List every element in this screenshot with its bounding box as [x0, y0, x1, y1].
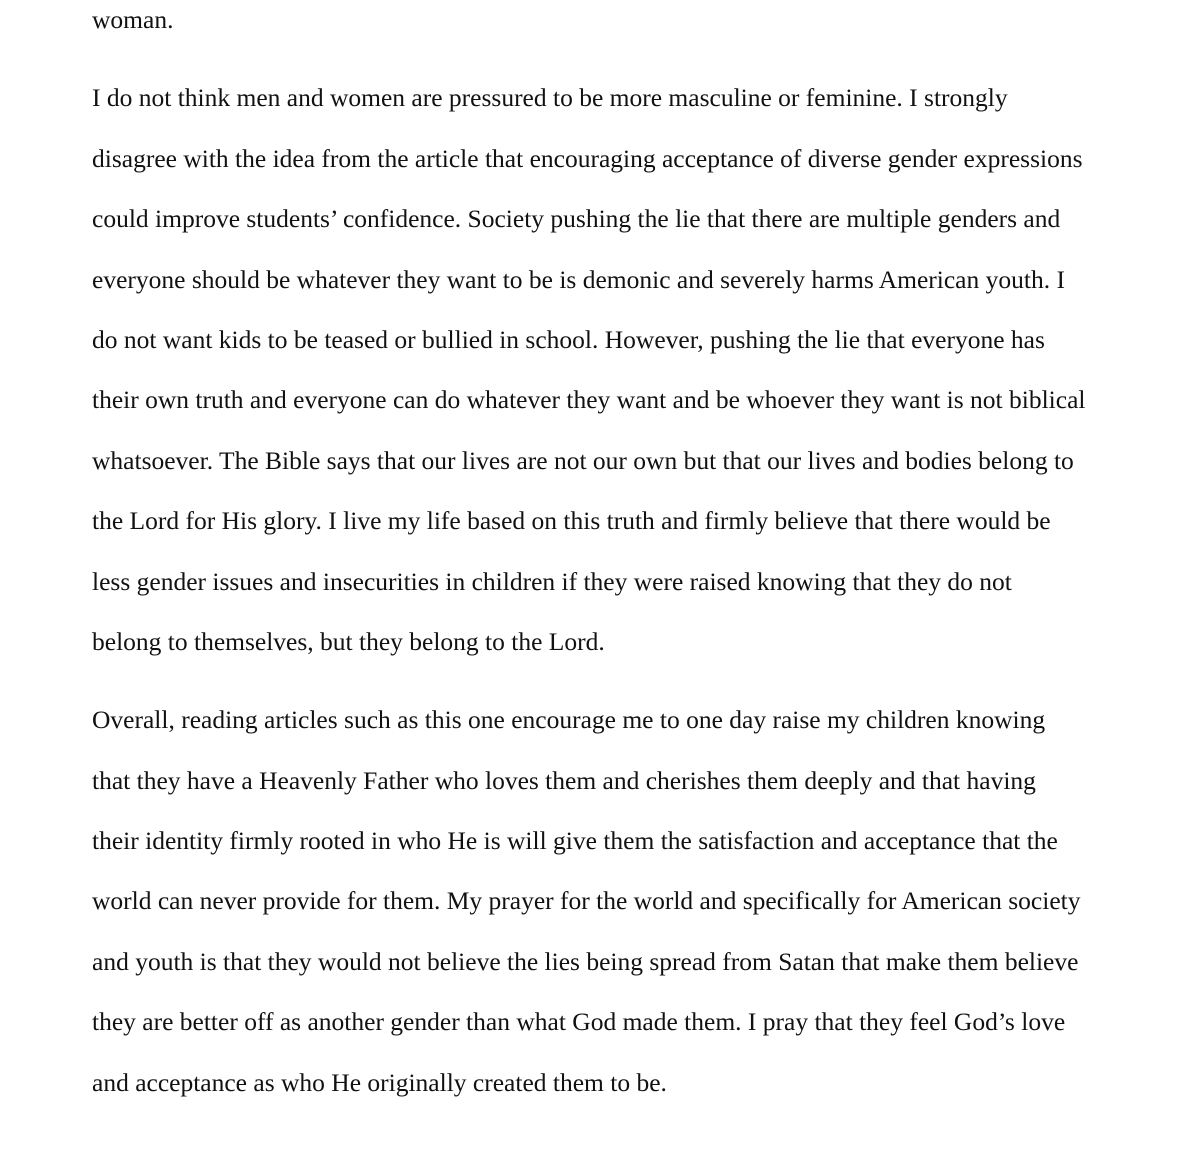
text-line: their identity firmly rooted in who He is will give them the satisfaction and acceptance that the — [92, 826, 1058, 856]
text-line: world can never provide for them. My prayer for the world and specifically for American society — [92, 886, 1081, 916]
text-line: that they have a Heavenly Father who loves them and cherishes them deeply and that having — [92, 765, 1036, 795]
text-line: their own truth and everyone can do whatever they want and be whoever they want is not biblical — [92, 385, 1086, 415]
text-line: could improve students’ confidence. Society pushing the lie that there are multiple genders and — [92, 204, 1061, 234]
paragraph-3 — [92, 690, 1132, 1113]
text-line: and youth is that they would not believe the lies being spread from Satan that make them believe — [92, 946, 1079, 976]
paragraph-spacing — [92, 672, 1132, 690]
text-line: I do not think men and women are pressured to be more masculine or feminine. I strongly — [92, 83, 1008, 113]
text-line: and acceptance as who He originally created them to be. — [92, 1067, 667, 1097]
text-line: woman. — [92, 5, 174, 34]
text-line: do not want kids to be teased or bullied in school. However, pushing the lie that everyone has — [92, 324, 1045, 354]
text-line: everyone should be whatever they want to be is demonic and severely harms American youth. I — [92, 264, 1065, 294]
text-line: they are better off as another gender than what God made them. I pray that they feel God’s love — [92, 1007, 1066, 1037]
text-line: disagree with the idea from the article that encouraging acceptance of diverse gender expressions — [92, 143, 1083, 173]
text-line: belong to themselves, but they belong to the Lord. — [92, 626, 605, 656]
paragraph-2 — [92, 68, 1132, 672]
document-body — [92, 0, 1132, 1113]
text-line: less gender issues and insecurities in children if they were raised knowing that they do not — [92, 566, 1012, 596]
paragraph-spacing — [92, 50, 1132, 68]
paragraph-1 — [92, 0, 1132, 50]
text-line: Overall, reading articles such as this one encourage me to one day raise my children knowing — [92, 705, 1046, 735]
text-line: the Lord for His glory. I live my life based on this truth and firmly believe that there would be — [92, 506, 1051, 536]
text-line: whatsoever. The Bible says that our lives are not our own but that our lives and bodies belong to — [92, 445, 1074, 475]
